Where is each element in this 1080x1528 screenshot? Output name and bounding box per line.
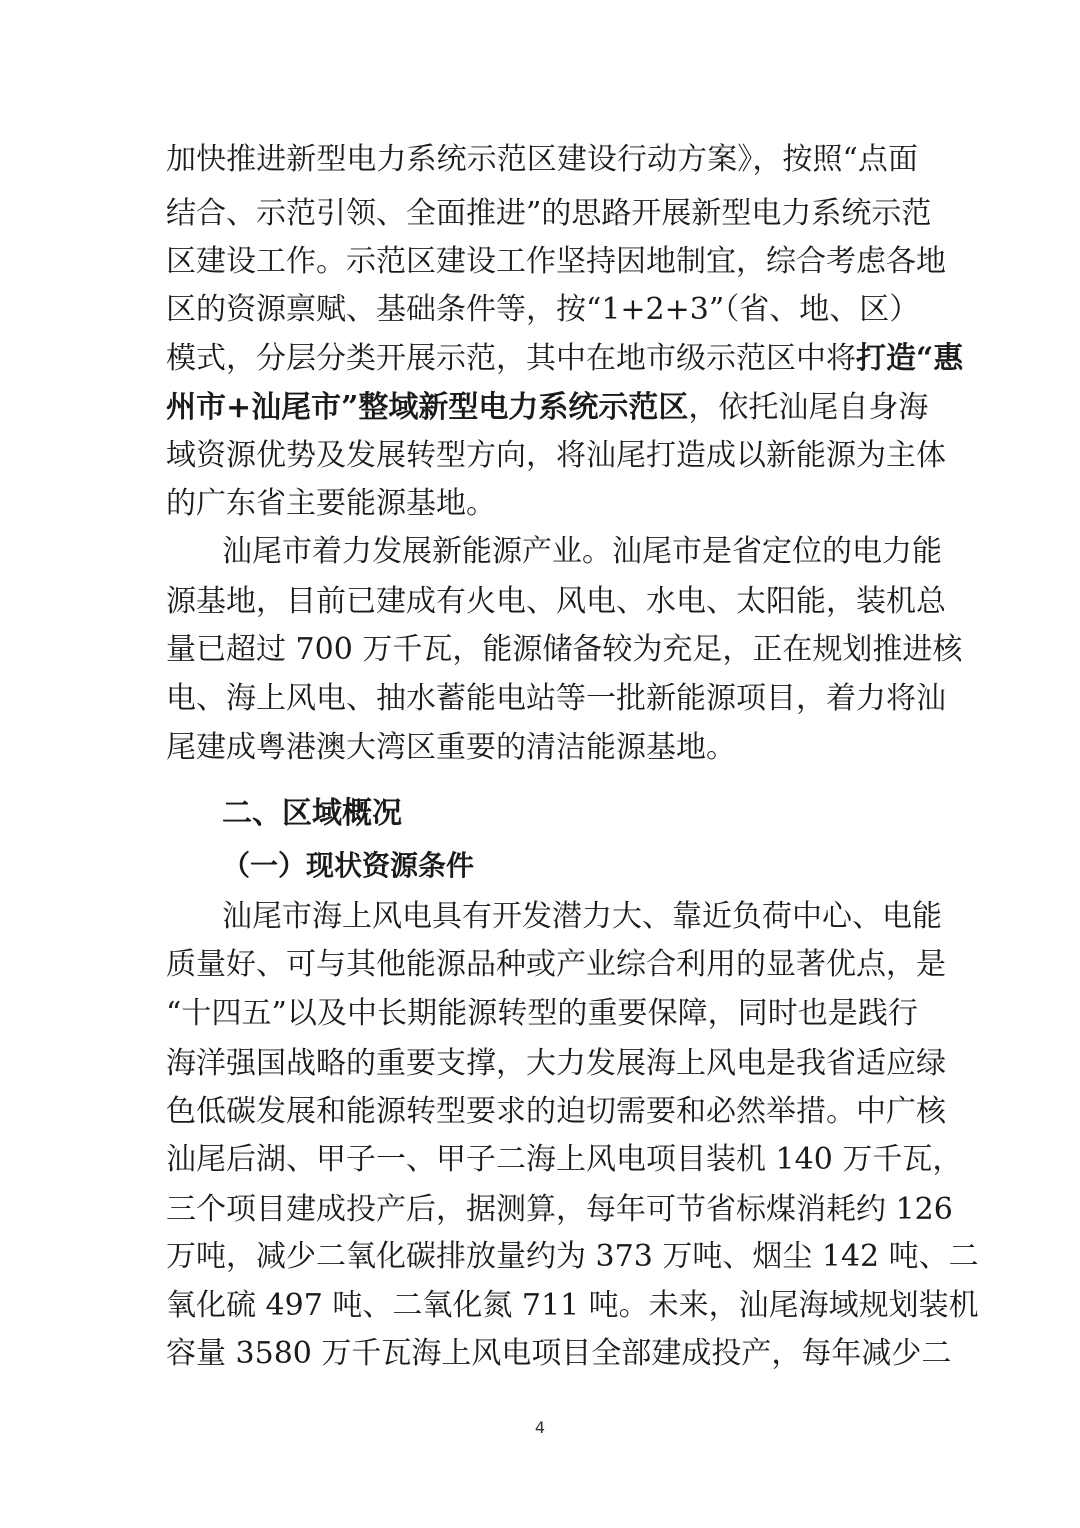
paragraph-line: 尾建成粤港澳大湾区重要的清洁能源基地。: [166, 730, 736, 765]
emphasis-text: 打造“惠: [856, 341, 964, 376]
paragraph-line: 三个项目建成投产后，据测算，每年可节省标煤消耗约 126: [166, 1192, 953, 1227]
paragraph-line: 量已超过 700 万千瓦，能源储备较为充足，正在规划推进核: [166, 632, 963, 667]
paragraph-line: 质量好、可与其他能源品种或产业综合利用的显著优点，是: [166, 947, 946, 982]
paragraph-line: 区的资源禀赋、基础条件等，按“1+2+3”（省、地、区）: [166, 292, 920, 327]
paragraph-line: 汕尾市海上风电具有开发潜力大、靠近负荷中心、电能: [222, 899, 942, 934]
paragraph-line: 加快推进新型电力系统示范区建设行动方案》，按照“点面: [166, 142, 918, 177]
paragraph-line-mixed: [166, 388, 929, 428]
paragraph-line-mixed: [166, 339, 964, 379]
paragraph-line: 汕尾后湖、甲子一、甲子二海上风电项目装机 140 万千瓦，: [166, 1142, 963, 1177]
paragraph-line: 源基地，目前已建成有火电、风电、水电、太阳能，装机总: [166, 584, 946, 619]
paragraph-line: 氧化硫 497 吨、二氧化氮 711 吨。未来，汕尾海域规划装机: [166, 1288, 979, 1323]
paragraph-line: “十四五”以及中长期能源转型的重要保障，同时也是践行: [166, 996, 918, 1031]
section-heading: 二、区域概况: [222, 796, 402, 831]
paragraph-text: ，依托汕尾自身海: [688, 390, 929, 425]
subsection-heading: （一）现状资源条件: [222, 849, 475, 882]
paragraph-line: 区建设工作。示范区建设工作坚持因地制宜，综合考虑各地: [166, 244, 946, 279]
paragraph-line: 电、海上风电、抽水蓄能电站等一批新能源项目，着力将汕: [166, 681, 946, 716]
paragraph-line: 海洋强国战略的重要支撑，大力发展海上风电是我省适应绿: [166, 1046, 946, 1081]
paragraph-text: 模式，分层分类开展示范，其中在地市级示范区中将: [166, 341, 856, 376]
paragraph-line: 色低碳发展和能源转型要求的迫切需要和必然举措。中广核: [166, 1094, 946, 1129]
paragraph-line: 汕尾市着力发展新能源产业。汕尾市是省定位的电力能: [222, 534, 942, 569]
paragraph-line: 容量 3580 万千瓦海上风电项目全部建成投产，每年减少二: [166, 1336, 952, 1371]
paragraph-line: 域资源优势及发展转型方向，将汕尾打造成以新能源为主体: [166, 438, 946, 473]
paragraph-line: 的广东省主要能源基地。: [166, 486, 496, 521]
paragraph-line: 结合、示范引领、全面推进”的思路开展新型电力系统示范: [166, 196, 932, 231]
emphasis-text: 州市+汕尾市”整域新型电力系统示范区: [166, 390, 689, 425]
page-number: 4: [534, 1418, 546, 1437]
paragraph-line: 万吨，减少二氧化碳排放量约为 373 万吨、烟尘 142 吨、二: [166, 1239, 979, 1274]
